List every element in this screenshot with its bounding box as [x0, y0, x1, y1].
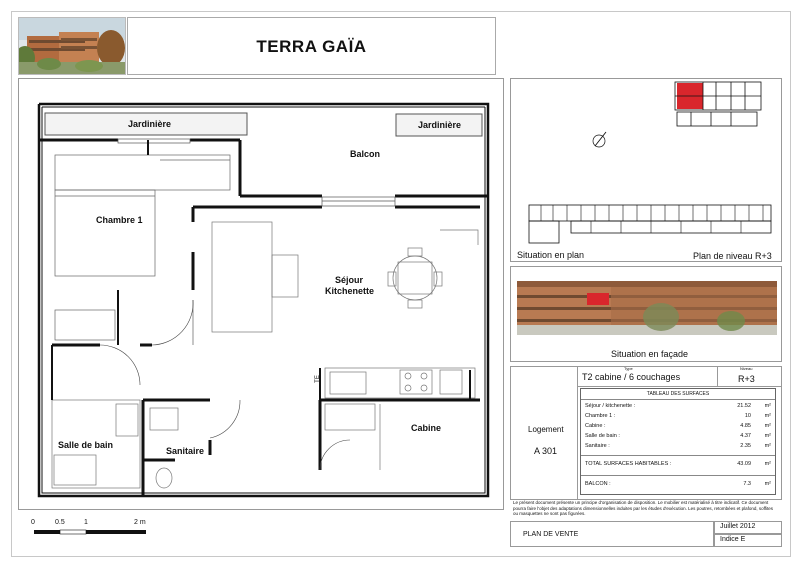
situation-plan-drawing — [511, 79, 783, 263]
situation-plan-label: Situation en plan — [517, 250, 585, 260]
surface-row: Salle de bain : 4.37 m² — [585, 433, 771, 439]
footer-index-box — [714, 534, 782, 547]
surface-total-rule — [581, 455, 775, 456]
room-label-jardiniere-right: Jardinière — [418, 120, 462, 130]
surface-balcon-rule — [581, 475, 775, 476]
type-value: T2 cabine / 6 couchages — [582, 372, 681, 382]
surface-row: Cabine : 4.85 m² — [585, 423, 771, 429]
surface-balcon-row: BALCON : 7.3 m² — [585, 481, 771, 487]
niveau-value: R+3 — [738, 374, 755, 384]
situation-facade-panel — [510, 266, 782, 362]
plan-level-label: Plan de niveau R+3 — [693, 251, 772, 261]
room-label-kitchenette: Kitchenette — [325, 286, 375, 296]
niveau-caption: Niveau — [740, 366, 753, 371]
type-caption: Type — [624, 366, 633, 371]
scale-tick-2m: 2 m — [134, 519, 146, 526]
situation-plan-panel — [510, 78, 782, 262]
situation-facade-label: Situation en façade — [611, 349, 689, 359]
surface-table — [580, 388, 776, 495]
footer-doc-box — [510, 521, 714, 547]
logement-value: A 301 — [534, 446, 558, 456]
doc-type-label: PLAN DE VENTE — [523, 531, 579, 538]
room-label-sanitaire: Sanitaire — [166, 446, 205, 456]
surface-row: Sanitaire : 2.35 m² — [585, 443, 771, 449]
info-divider-niveau — [717, 366, 718, 386]
room-label-balcon: Balcon — [350, 149, 381, 159]
surface-row: Séjour / kitchenette : 21.52 m² — [585, 403, 771, 409]
logement-label: Logement — [528, 425, 564, 434]
room-label-chambre: Chambre 1 — [96, 215, 143, 225]
surface-table-title: TABLEAU DES SURFACES — [646, 391, 710, 397]
scale-tick-0: 0 — [31, 519, 35, 526]
te-marker: TE — [314, 375, 321, 383]
surface-row: Chambre 1 : 10 m² — [585, 413, 771, 419]
scale-tick-1: 1 — [84, 519, 88, 526]
scale-tick-05: 0.5 — [55, 519, 65, 526]
surface-table-rule — [581, 399, 775, 400]
footer-date-box — [714, 521, 782, 534]
surface-total-row: TOTAL SURFACES HABITABLES : 43.09 m² — [585, 461, 771, 467]
room-label-cabine: Cabine — [411, 423, 442, 433]
room-label-sejour: Séjour — [335, 275, 364, 285]
project-title: TERRA GAÏA — [256, 37, 367, 56]
room-label-jardiniere-left: Jardinière — [128, 119, 172, 129]
index-label: Indice E — [720, 536, 746, 543]
info-divider-type — [577, 386, 782, 387]
date-label: Juillet 2012 — [720, 523, 756, 530]
room-label-salle-de-bain: Salle de bain — [58, 440, 114, 450]
disclaimer-text: Le présent document présente un principe d'organisation de disposition. Le mobilier est matérialisé à titre indicatif. Ce document pourra faire l'objet des adaptations dimensionnelles induites par les études d'exécution. Les poutres, retombées et plafond, soffites ou masquettes ne sont pas figurées. — [513, 500, 774, 516]
